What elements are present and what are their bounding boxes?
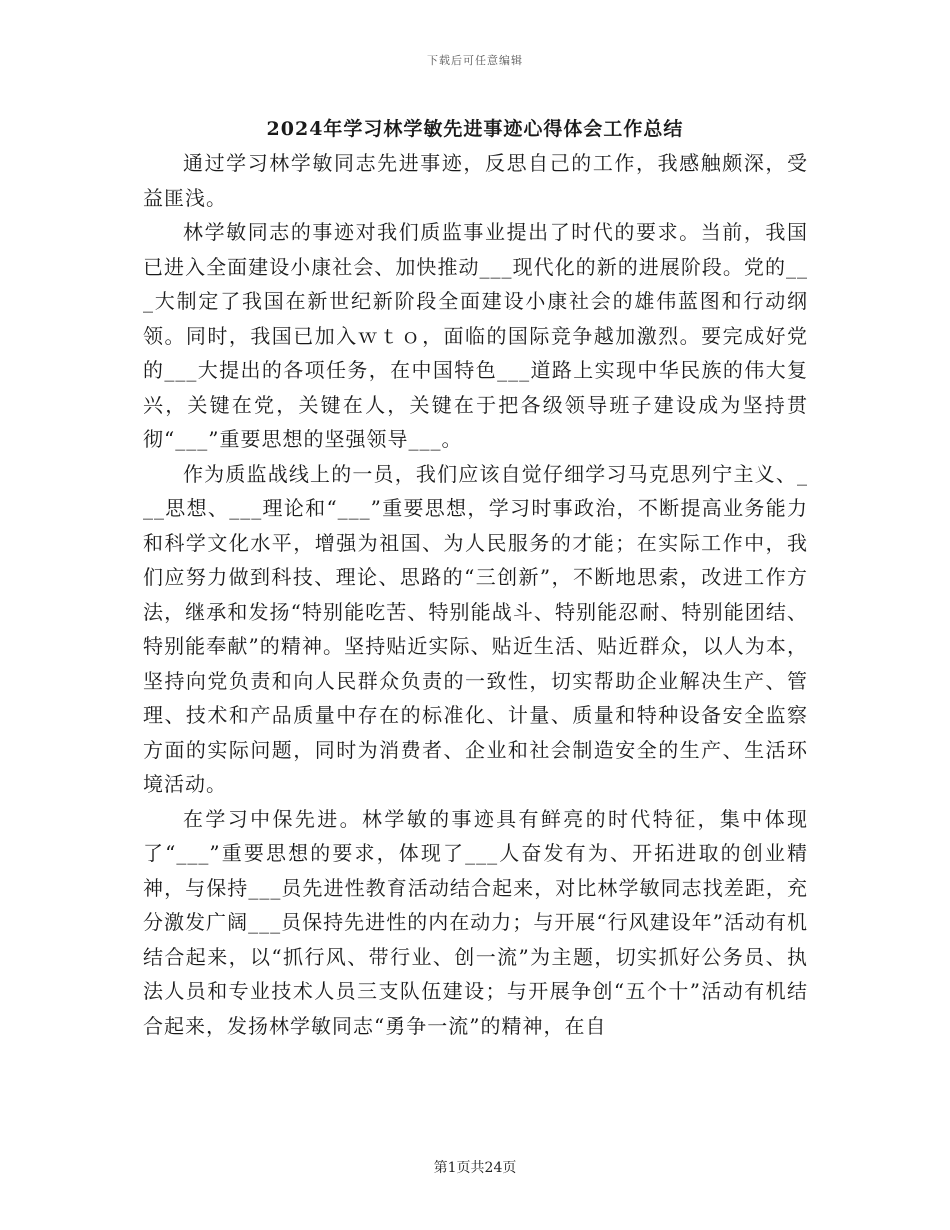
paragraph-maintain-advanced: 在学习中保先进。林学敏的事迹具有鲜亮的时代特征，集中体现了“___”重要思想的要求，体现了___人奋发有为、开拓进取的创业精神，与保持___员先进性教育活动结合起来，对比林学敏同志找差距，充分激发广阔___员保持先进性的内在动力；与开展“行风建设年”活动有机结合起来，以“抓行风、带行业、创一流”为主题，切实抓好公务员、执法人员和专业技术人员三支队伍建设；与开展争创“五个十”活动有机结合起来，发扬林学敏同志“勇争一流”的精神，在自 (143, 806, 808, 1038)
paragraph-era-requirements: 林学敏同志的事迹对我们质监事业提出了时代的要求。当前，我国已进入全面建设小康社会、加快推动___现代化的新的进展阶段。党的___大制定了我国在新世纪新阶段全面建设小康社会的雄伟蓝图和行动纲领。同时，我国已加入ｗｔｏ，面临的国际竞争越加激烈。要完成好党的___大提出的各项任务，在中国特色___道路上实现中华民族的伟大复兴，关键在党，关键在人，关键在于把各级领导班子建设成为坚持贯彻“___”重要思想的坚强领导___。 (143, 220, 808, 451)
paragraph-intro: 通过学习林学敏同志先进事迹，反思自己的工作，我感触颇深，受益匪浅。 (143, 151, 808, 210)
paragraph-quality-supervision: 作为质监战线上的一员，我们应该自觉仔细学习马克思列宁主义、___思想、___理论和“___”重要思想，学习时事政治，不断提高业务能力和科学文化水平，增强为祖国、为人民服务的才能；在实际工作中，我们应努力做到科技、理论、思路的“三创新”，不断地思索，改进工作方法，继承和发扬“特别能吃苦、特别能战斗、特别能忍耐、特别能团结、特别能奉献”的精神。坚持贴近实际、贴近生活、贴近群众，以人为本，坚持向党负责和向人民群众负责的一致性，切实帮助企业解决生产、管理、技术和产品质量中存在的标准化、计量、质量和特种设备安全监察方面的实际问题，同时为消费者、企业和社会制造安全的生产、生活环境活动。 (143, 461, 808, 796)
document-title: 2024年学习林学敏先进事迹心得体会工作总结 (266, 118, 684, 140)
page-number: 第1页共24页 (433, 1160, 517, 1176)
document-body (143, 146, 808, 1043)
header-note: 下载后可任意编辑 (427, 54, 523, 67)
